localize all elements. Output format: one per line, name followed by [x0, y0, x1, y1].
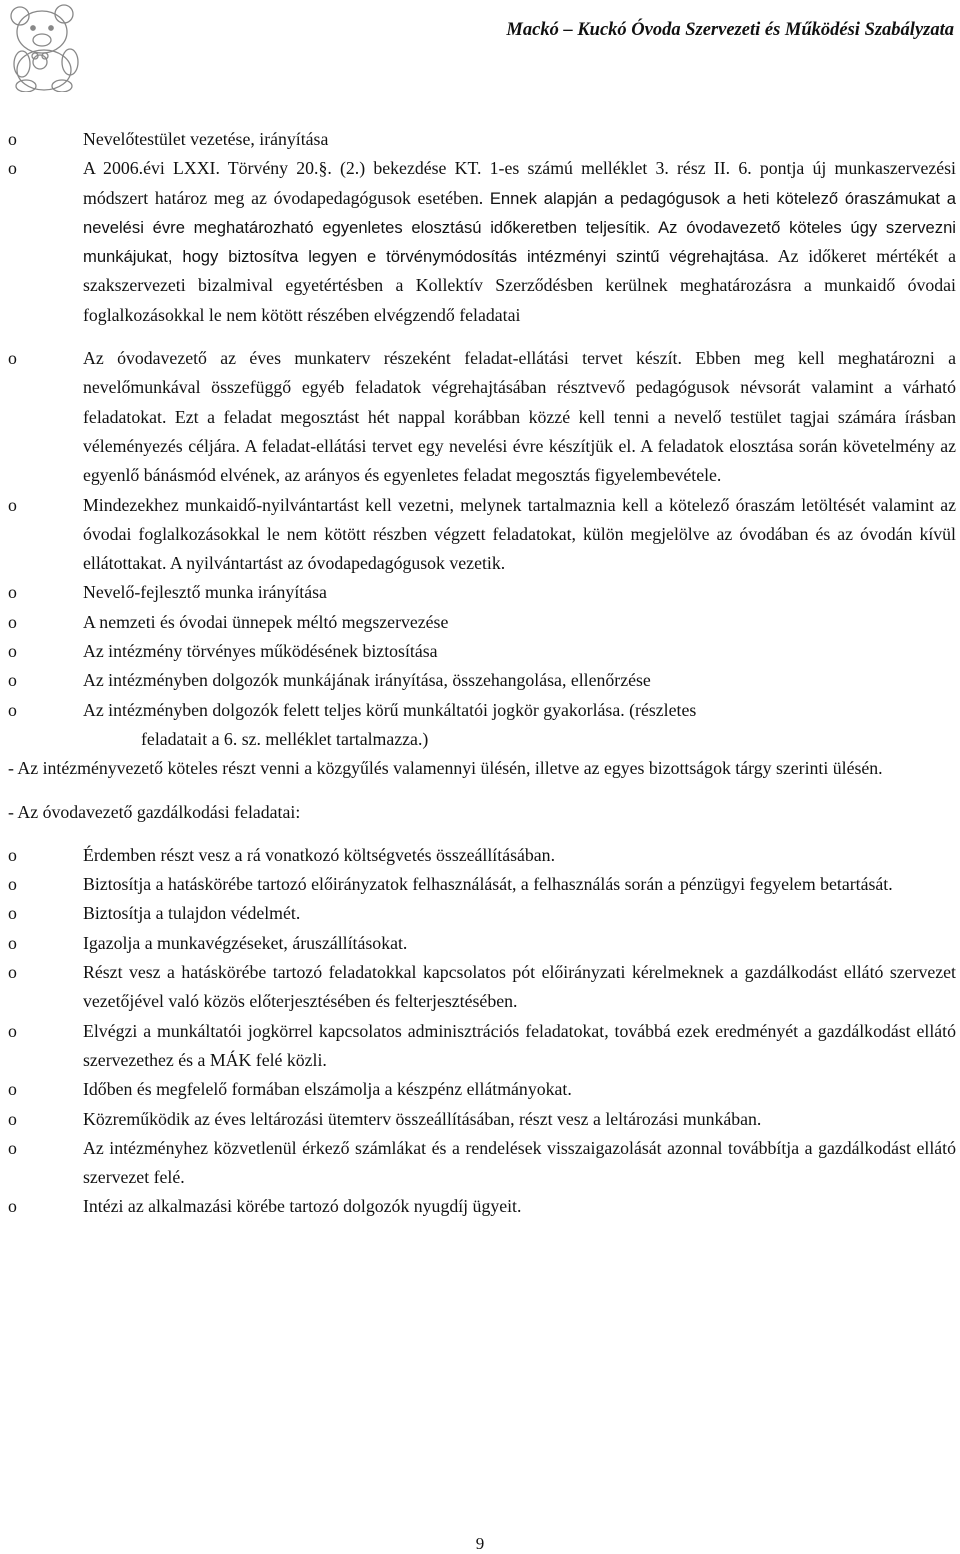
bullet-marker: o	[8, 699, 17, 720]
list-item	[8, 578, 956, 607]
list-item-text: Az intézmény törvényes működésének biztosítása	[83, 641, 438, 662]
list-item	[8, 608, 956, 637]
document-body	[8, 125, 956, 1222]
bullet-marker: o	[8, 129, 17, 149]
list-item	[8, 1017, 956, 1076]
list-item-text: Igazolja a munkavégzéseket, áruszállításokat.	[83, 932, 408, 953]
bullet-marker: o	[8, 932, 17, 953]
bullet-marker: o	[8, 1108, 17, 1129]
list-item	[8, 344, 956, 490]
header-title: Mackó – Kuckó Óvoda Szervezeti és Működési Szabályzata	[506, 20, 954, 40]
list-item	[8, 491, 956, 579]
bullet-marker: o	[8, 348, 17, 369]
list-item-text: Érdemben részt vesz a rá vonatkozó költségvetés összeállításában.	[83, 844, 556, 865]
page-number: 9	[475, 1534, 485, 1553]
list-item-text: Nevelőtestület vezetése, irányítása	[83, 129, 329, 149]
bullet-marker: o	[8, 582, 17, 603]
list-item-text: Mindezekhez munkaidő-nyilvántartást kell vezetni, melynek tartalmaznia kell a kötelező óraszám letöltését valamint az óvodai foglalkozásokkal le nem kötött részben végzett feladatokat, külön megjelölve az óvodában és az óvodán kívül ellátottakat. A nyilvántartást az óvodapedagógusok vezetik.	[83, 494, 956, 574]
list-item	[8, 666, 956, 695]
bullet-marker: o	[8, 962, 17, 983]
bullet-marker: o	[8, 641, 17, 662]
list-item-text: Az intézményben dolgozók felett teljes körű munkáltatói jogkör gyakorlása. (részletes	[83, 699, 697, 720]
page-header	[0, 0, 960, 90]
bullet-marker: o	[8, 1137, 17, 1158]
list-item-text: A 2006.évi LXXI. Törvény 20.§. (2.) bekezdése KT. 1-es számú melléklet 3. rész II. 6. pontja új munkaszervezési módszert határoz meg az óvodapedagógusok esetében.	[83, 158, 956, 208]
list-item	[8, 1192, 956, 1221]
bullet-marker: o	[8, 1020, 17, 1041]
list-item-text: Az óvodavezető az éves munkaterv részeként feladat-ellátási tervet készít. Ebben meg kell meghatározni a nevelőmunkával összefüggő egyéb feladatok végrehajtásában résztvevő pedagógusok névsorát valamint a várható feladatokat. Ezt a feladat megosztást hét nappal korábban közzé kell tenni a nevelő testület tagjai számára írásban véleményezés céljára. A feladat-ellátási tervet egy nevelési évre készítjük el. A feladatok elosztása során követelmény az egyenlő bánásmód elvének, az arányos és egyenletes feladat megosztás figyelembevétele.	[83, 348, 956, 486]
list-item-text: Közreműködik az éves leltározási ütemterv összeállításában, részt vesz a leltározási munkában.	[83, 1108, 762, 1129]
section-heading: - Az óvodavezető gazdálkodási feladatai:	[8, 801, 301, 822]
list-item-continuation: feladatait a 6. sz. melléklet tartalmazza.)	[141, 728, 429, 749]
list-item-text: Az intézményhez közvetlenül érkező számlákat és a rendelések visszaigazolását azonnal továbbítja a gazdálkodást ellátó szervezet felé.	[83, 1137, 956, 1188]
list-item	[8, 125, 956, 154]
list-item	[8, 870, 956, 899]
list-item-text: A nemzeti és óvodai ünnepek méltó megszervezése	[83, 611, 449, 632]
list-item-text: Biztosítja a hatáskörébe tartozó előirányzatok felhasználását, a felhasználás során a pénzügyi fegyelem betartását.	[83, 874, 893, 895]
list-item	[8, 899, 956, 928]
list-item	[8, 1134, 956, 1193]
list-item-text: Részt vesz a hatáskörébe tartozó feladatokkal kapcsolatos pót előirányzati kérelmeknek a gazdálkodást ellátó szervezet vezetőjével való közös előterjesztésében és felterjesztésében.	[83, 962, 956, 1012]
bullet-marker: o	[8, 611, 17, 632]
list-item-text: Elvégzi a munkáltatói jogkörrel kapcsolatos adminisztrációs feladatokat, továbbá ezek eredményét a gazdálkodást ellátó szervezethez és a MÁK felé közli.	[83, 1020, 956, 1070]
list-item-text-sans: Ennek alapján a pedagógusok a heti kötelező óraszámukat a nevelési évre meghatározható egyenletes elosztású időkeretben teljesítik. Az óvodavezető köteles úgy szervezni munkájukat, hogy biztosítva legyen e törvénymódosítás intézményi szintű végrehajtása.	[83, 188, 956, 267]
list-item	[8, 154, 956, 330]
paragraph: - Az intézményvezető köteles részt venni a közgyűlés valamennyi ülésén, illetve az egyes bizottságok tárgy szerinti ülésén.	[8, 758, 883, 779]
bullet-marker: o	[8, 874, 17, 895]
bullet-marker: o	[8, 844, 17, 865]
bullet-marker: o	[8, 670, 17, 691]
bullet-marker: o	[8, 1079, 17, 1100]
list-item	[8, 841, 956, 870]
list-item	[8, 696, 956, 725]
list-item	[8, 929, 956, 958]
teddy-bear-icon	[2, 0, 90, 92]
list-item-text: Az időkeret mértékét a szakszervezeti bizalmival egyetértésben a Kollektív Szerződésben kerülnek meghatározásra a munkaidő óvodai foglalkozásokkal le nem kötött részében elvégzendő feladatai	[83, 246, 957, 325]
list-item-text: Az intézményben dolgozók munkájának irányítása, összehangolása, ellenőrzése	[83, 670, 651, 691]
bullet-marker: o	[8, 1196, 17, 1217]
list-item	[8, 958, 956, 1017]
bullet-marker: o	[8, 903, 17, 924]
bullet-marker: o	[8, 494, 17, 515]
bullet-marker: o	[8, 158, 17, 179]
list-item	[8, 1105, 956, 1134]
list-item	[8, 1075, 956, 1104]
list-item-text: Nevelő-fejlesztő munka irányítása	[83, 582, 327, 603]
list-item-text: Időben és megfelelő formában elszámolja a készpénz ellátmányokat.	[83, 1079, 572, 1100]
list-item	[8, 637, 956, 666]
list-item-text: Intézi az alkalmazási körébe tartozó dolgozók nyugdíj ügyeit.	[83, 1196, 522, 1217]
list-item-text: Biztosítja a tulajdon védelmét.	[83, 903, 301, 924]
